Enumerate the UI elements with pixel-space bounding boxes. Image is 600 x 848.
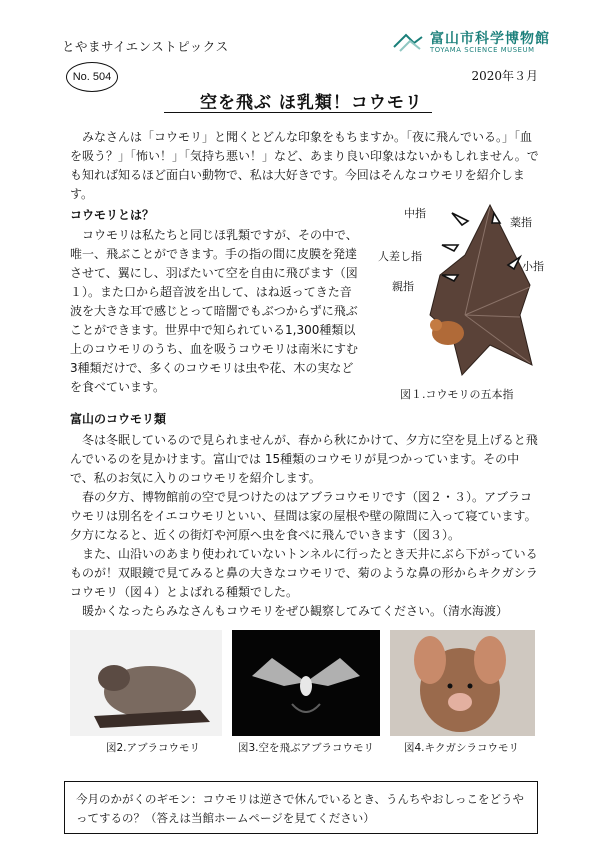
section-body-what-is-bat: コウモリは私たちと同じほ乳類ですが、その中で、唯一、飛ぶことができます。手の指の間に皮膜を発達させて、翼にし、羽ばたいて空を自由に飛びます（図１）。また口から超音波を出して、はね返ってきた音波を大きな耳で感じとって暗闇でもぶつからずに飛ぶことができます。世界中で知られている1,300種類以上のコウモリのうち、血を吸うコウモリは南米にすむ3種類だけで、多くのコウモリは虫や花、木の実などを食べています。: [70, 228, 359, 394]
science-question-text: 今月のかがくのギモン：コウモリは逆さで休んでいるとき、うんちやおしっこをどうやってするの？（答えは当館ホームページを見てください）: [76, 792, 525, 825]
photo-flying-abura-koumori: [232, 630, 380, 736]
toyama-paragraph-1: 冬は冬眠しているので見られませんが、春から秋にかけて、夕方に空を見上げると飛んでいるのを見かけます。富山では 15種類のコウモリが見つかっています。その中で、私のお気に入りのコウモリを紹介します。: [70, 433, 538, 485]
series-label: とやまサイエンストピックス: [62, 39, 229, 54]
page-title: 空を飛ぶ ほ乳類！コウモリ: [200, 93, 423, 113]
label-middle-finger: 中指: [404, 207, 426, 220]
section-body-toyama-bats: [70, 431, 540, 621]
issue-date: 2020年３月: [471, 69, 538, 83]
photo-abura-koumori: [70, 630, 222, 736]
figure4-caption: 図4.キクガシラコウモリ: [404, 742, 520, 754]
figure1-caption: 図１.コウモリの五本指: [400, 388, 514, 401]
label-index-finger: 人差し指: [378, 250, 422, 263]
figure3-caption: 図3.空を飛ぶアブラコウモリ: [238, 742, 375, 754]
toyama-paragraph-4: 暖かくなったらみなさんもコウモリをぜひ観察してみてください。（清水海渡）: [82, 604, 509, 618]
intro-paragraph: みなさんは「コウモリ」と聞くとどんな印象をもちますか。「夜に飛んでいる。」「血を吸う？」「怖い！」「気持ち悪い！」など、あまり良い印象はないかもしれません。でも知れば知るほど面白い動物で、私は大好きです。今回はそんなコウモリを紹介します。: [70, 130, 539, 201]
label-little-finger: 小指: [522, 260, 544, 273]
museum-name: 富山市科学博物館: [430, 31, 550, 47]
title-underline: [164, 112, 432, 113]
figure2-caption: 図2.アブラコウモリ: [106, 742, 201, 754]
toyama-paragraph-3: また、山沿いのあまり使われていないトンネルに行ったとき天井にぶら下がっているものが！双眼鏡で見てみると鼻の大きなコウモリで、菊のような鼻の形からキクガシラコウモリ（図４）とよばれる種類でした。: [70, 547, 538, 599]
label-thumb: 親指: [392, 280, 414, 293]
section-heading-what-is-bat: コウモリとは？: [70, 208, 155, 222]
issue-number-badge: No. 504: [66, 62, 118, 92]
museum-name-en: TOYAMA SCIENCE MUSEUM: [430, 46, 535, 54]
toyama-paragraph-2: 春の夕方、博物館前の空で見つけたのはアブラコウモリです（図２・３）。アブラコウモリは別名をイエコウモリといい、昼間は家の屋根や壁の隙間に入って寝ています。夕方になると、近くの街灯や河原へ虫を食べに飛んでいきます（図３）。: [70, 490, 537, 542]
section-heading-toyama-bats: 富山のコウモリ類: [70, 412, 167, 426]
label-ring-finger: 薬指: [510, 216, 532, 229]
photo-kikugashira-koumori: [390, 630, 535, 736]
